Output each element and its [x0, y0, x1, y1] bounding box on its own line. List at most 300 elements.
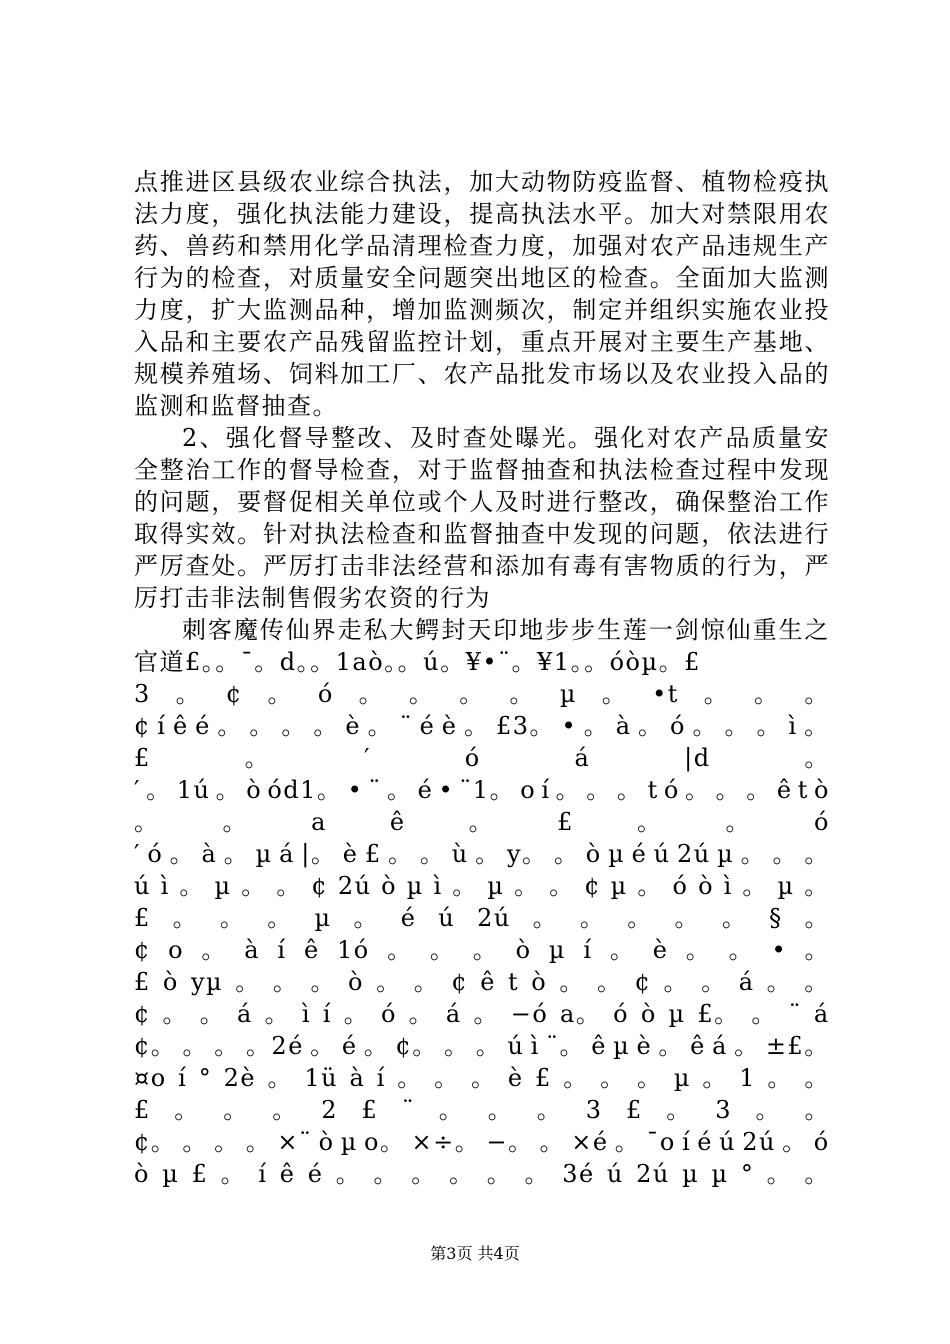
garbled-token: 。 — [473, 1000, 499, 1028]
garbled-token: £ — [361, 1096, 379, 1124]
garbled-token: é — [697, 1128, 713, 1156]
garbled-token: 。 — [215, 776, 242, 804]
garbled-token: ó — [813, 1128, 830, 1156]
garbled-token: 1 — [739, 1064, 757, 1092]
garbled-token: 。 — [463, 712, 490, 740]
garbled-line — [134, 870, 830, 902]
garbled-token: é — [195, 712, 211, 740]
garbled-token: ó — [814, 808, 830, 836]
garbled-token: 。 — [746, 776, 772, 804]
garbled-token: é — [631, 840, 648, 868]
garbled-token: ú — [507, 1032, 525, 1060]
garbled-token: 。 — [267, 680, 293, 708]
garbled-token: £ — [134, 968, 151, 996]
garbled-token: 。 — [703, 680, 730, 708]
garbled-token: à — [615, 712, 632, 740]
garbled-token: 。 — [616, 776, 643, 804]
garbled-token: ò — [318, 1128, 335, 1156]
garbled-token: 。2é — [245, 1032, 304, 1060]
garbled-token: £ — [134, 904, 151, 932]
garbled-token: ×é — [571, 1128, 609, 1156]
garbled-token: 。 — [264, 1000, 291, 1028]
garbled-token: ê — [172, 712, 189, 740]
garbled-token: 2è — [223, 1064, 257, 1092]
garbled-token: 。 — [804, 872, 830, 900]
garbled-token: µ — [608, 840, 626, 868]
garbled-token: 。 — [472, 936, 499, 964]
garbled-token: 。 — [214, 1032, 240, 1060]
garbled-token: £。 — [697, 1000, 740, 1028]
garbled-token: yµ — [190, 968, 224, 996]
garbled-token: 。 — [220, 1160, 247, 1188]
garbled-token: • — [347, 776, 364, 804]
garbled-token: 。 — [559, 968, 585, 996]
garbled-token: 。 — [601, 680, 628, 708]
garbled-token: 。 — [281, 712, 307, 740]
garbled-token: 。 — [448, 1160, 475, 1188]
garbled-token: 。 — [276, 872, 302, 900]
garbled-token: á — [445, 1000, 462, 1028]
garbled-token: ú — [438, 904, 456, 932]
garbled-token: 。 — [343, 1000, 370, 1028]
garbled-token: µ — [673, 1064, 691, 1092]
garbled-token: ¨ — [399, 712, 414, 740]
garbled-token: ò — [698, 872, 715, 900]
garbled-token: ò — [246, 776, 263, 804]
garbled-token: 。 — [728, 936, 755, 964]
garbled-token: ì — [530, 1032, 540, 1060]
garbled-token: è — [636, 1032, 653, 1060]
garbled-token: 。 — [742, 872, 768, 900]
garbled-token: 。 — [335, 1160, 362, 1188]
garbled-token: ′ — [134, 776, 141, 804]
garbled-token: 1ú — [176, 776, 211, 804]
garbled-token: 。 — [387, 936, 413, 964]
garbled-token: ê — [591, 1032, 607, 1060]
garbled-token: à — [349, 1064, 366, 1092]
garbled-token: 。 — [532, 904, 559, 932]
garbled-token: 。 — [475, 840, 501, 868]
garbled-token: 。 — [471, 1064, 497, 1092]
garbled-token: è — [507, 1064, 524, 1092]
paragraph-garbled-intro: 刺客魔传仙界走私大鳄封天印地步步生莲一剑惊仙重生之官道£。。¯。d。。1aò。。ú。¥•¨。¥1。。óòµ。£ — [134, 616, 830, 676]
garbled-token: á — [738, 968, 755, 996]
garbled-token: ó — [672, 872, 689, 900]
garbled-token: t — [797, 776, 809, 804]
garbled-line — [134, 710, 830, 742]
garbled-token: ×¨ — [277, 1128, 313, 1156]
garbled-token: 3 — [134, 680, 151, 708]
garbled-token: 。 — [637, 872, 663, 900]
garbled-token: è — [652, 936, 669, 964]
garbled-token: 。 — [162, 1000, 189, 1028]
garbled-token: 。 — [539, 1128, 566, 1156]
garbled-token: 。 — [804, 1064, 830, 1092]
garbled-token: í — [178, 1064, 188, 1092]
garbled-token: 。 — [766, 1160, 793, 1188]
garbled-token: µ — [162, 1160, 180, 1188]
garbled-token: í — [681, 1128, 692, 1156]
garbled-token: 。 — [487, 1096, 514, 1124]
garbled-token: £ — [625, 1096, 643, 1124]
garbled-token: ò — [814, 776, 830, 804]
garbled-token: ° — [198, 1064, 213, 1092]
garbled-token: 。 — [219, 904, 246, 932]
garbled-token: ° — [740, 1160, 755, 1188]
garbled-token: 。 — [579, 904, 606, 932]
garbled-token: £ — [134, 744, 151, 772]
garbled-token: ò — [531, 968, 548, 996]
garbled-token: 。 — [725, 808, 752, 836]
garbled-token: 。 — [175, 680, 202, 708]
garbled-token: 。 — [146, 776, 172, 804]
garbled-line — [134, 678, 830, 710]
garbled-token: 。 — [373, 1160, 399, 1188]
garbled-token: 2 — [321, 1096, 338, 1124]
garbled-token: ¢。 — [134, 1032, 177, 1060]
garbled-token: í — [583, 936, 593, 964]
garbled-token: 。 — [411, 1160, 437, 1188]
garbled-token: 。 — [609, 936, 636, 964]
garbled-line — [134, 806, 830, 838]
garbled-token: 。 — [583, 712, 610, 740]
garbled-token: 。 — [272, 1096, 298, 1124]
garbled-token: 。 — [751, 1000, 777, 1028]
garbled-token: 。 — [596, 968, 623, 996]
garbled-token: ¨ — [788, 1000, 803, 1028]
garbled-token: á — [574, 744, 591, 772]
garbled-token: 。 — [804, 744, 830, 772]
garbled-token: ó — [663, 776, 680, 804]
garbled-token: £ — [535, 1064, 552, 1092]
garbled-token: 。 — [514, 872, 540, 900]
garbled-token: 。 — [614, 1128, 641, 1156]
garbled-token: ù — [451, 840, 469, 868]
garbled-token: ó — [147, 840, 164, 868]
garbled-token: 。 — [223, 1096, 249, 1124]
garbled-token: a。 — [560, 1000, 602, 1028]
garbled-token: 2ú — [337, 872, 372, 900]
garbled-token: µ — [668, 1000, 686, 1028]
garbled-token: ì — [301, 1000, 312, 1028]
garbled-token: −。 — [486, 1128, 534, 1156]
garbled-token: 。 — [767, 1064, 793, 1092]
garbled-token: £3。 — [495, 712, 556, 740]
garbled-token: 。 — [600, 1064, 626, 1092]
garbled-token: ú — [134, 872, 151, 900]
garbled-token: 。 — [408, 1000, 435, 1028]
paragraph-supervision: 2、强化督导整改、及时查处曝光。强化对农产品质量安全整治工作的督导检查，对于监督抽查和执法检查过程中发现的问题，要督促相关单位或个人及时进行整改，确保整治工作取得实效。针对执法检查和监督抽查中发现的问题，依法进行严厉查处。严厉打击非法经营和添加有毒有害物质的行为，严厉打击非法制售假劣农资的行为 — [134, 424, 830, 612]
garbled-token: µ — [487, 872, 505, 900]
garbled-token: µ — [314, 904, 332, 932]
garbled-token: 。 — [663, 968, 689, 996]
garbled-token: è — [441, 712, 458, 740]
garbled-token: µ — [613, 1032, 631, 1060]
garbled-token: ê — [480, 968, 496, 996]
garbled-token: o — [168, 936, 185, 964]
garbled-token: 。 — [658, 1032, 684, 1060]
garbled-token: 。 — [387, 776, 413, 804]
garbled-token: 。 — [804, 1160, 830, 1188]
garbled-token: ¢ — [311, 872, 329, 900]
garbled-line — [134, 998, 830, 1030]
garbled-token: 。 — [367, 712, 394, 740]
garbled-token: 。 — [452, 872, 478, 900]
garbled-line — [134, 1126, 830, 1158]
garbled-token: è — [342, 840, 359, 868]
garbled-token: 。 — [429, 936, 456, 964]
garbled-token: 。 — [249, 712, 275, 740]
garbled-token: ±£。 — [765, 1032, 830, 1060]
garbled-token: 。 — [434, 1064, 460, 1092]
garbled-token: é — [400, 904, 417, 932]
garbled-token: ¢ — [634, 968, 652, 996]
garbled-token: 。 — [804, 904, 830, 932]
garbled-token: µ — [548, 936, 566, 964]
garbled-token: 。 — [740, 840, 767, 868]
garbled-token: ¤o — [134, 1064, 167, 1092]
garbled-token: 。 — [486, 1160, 513, 1188]
garbled-token: ò — [640, 1000, 657, 1028]
garbled-token: 。 — [627, 904, 653, 932]
document-body — [134, 166, 830, 1190]
garbled-token: ¢ — [584, 872, 602, 900]
garbled-token: 。 — [685, 936, 712, 964]
garbled-token: ì — [788, 712, 798, 740]
garbled-token: ¨ — [401, 1096, 416, 1124]
garbled-token: 3 — [715, 1096, 732, 1124]
garbled-token: 3 — [585, 1096, 603, 1124]
garbled-token: è — [345, 712, 362, 740]
garbled-token: £ — [134, 1096, 151, 1124]
garbled-token: ê — [389, 808, 406, 836]
garbled-token: 。 — [804, 840, 830, 868]
garbled-token: 。 — [134, 808, 160, 836]
garbled-token: ¢ — [225, 680, 243, 708]
garbled-token: y。 — [506, 840, 548, 868]
garbled-token: ò — [515, 936, 532, 964]
garbled-token: 。 — [475, 1032, 502, 1060]
garbled-token: 。 — [241, 872, 267, 900]
garbled-token: 。 — [549, 872, 575, 900]
garbled-token: ê — [776, 776, 793, 804]
garbled-token: ó — [464, 744, 481, 772]
garbled-token: 。 — [310, 968, 336, 996]
garbled-token: 。 — [804, 680, 830, 708]
garbled-token: 2ú — [742, 1128, 776, 1156]
garbled-token: 。 — [692, 712, 718, 740]
garbled-token: ê — [690, 1032, 706, 1060]
garbled-token: µ — [340, 1128, 358, 1156]
garbled-token: 。 — [419, 840, 446, 868]
garbled-token: t — [508, 968, 520, 996]
garbled-token: 。 — [804, 968, 830, 996]
garbled-token: 。 — [444, 1032, 470, 1060]
garbled-token: ó — [613, 1000, 630, 1028]
garbled-token: ¢。 — [134, 1128, 177, 1156]
garbled-token: £ — [557, 808, 574, 836]
garbled-token: à — [201, 840, 218, 868]
garbled-token: 1ó — [337, 936, 370, 964]
garbled-token: 。 — [214, 1128, 240, 1156]
garbled-token: ó — [670, 712, 686, 740]
garbled-token: 。 — [310, 1032, 336, 1060]
garbled-token: ′ — [134, 840, 141, 868]
garbled-token: 。 — [782, 1128, 808, 1156]
garbled-token: ò — [381, 872, 398, 900]
garbled-token: 。 — [674, 904, 701, 932]
garbled-token: 。 — [755, 1096, 781, 1124]
garbled-token: ú — [719, 1128, 737, 1156]
garbled-line — [134, 966, 830, 998]
garbled-token: •t — [652, 680, 679, 708]
garbled-token: 。 — [245, 1128, 272, 1156]
garbled-token: 。 — [754, 680, 780, 708]
garbled-line — [134, 838, 830, 870]
garbled-token: µ — [711, 1160, 729, 1188]
garbled-token: 。 — [509, 680, 536, 708]
garbled-line — [134, 902, 830, 934]
garbled-token: 。 — [804, 936, 830, 964]
garbled-token: ¨1。 — [459, 776, 516, 804]
garbled-token: o。 — [363, 1128, 406, 1156]
garbled-token: 。 — [586, 776, 612, 804]
garbled-token: 。 — [199, 1000, 226, 1028]
garbled-token: à — [244, 936, 261, 964]
garbled-token: µ — [682, 1160, 700, 1188]
garbled-token: µ — [777, 872, 795, 900]
garbled-token: µ — [610, 872, 628, 900]
garbled-token: 。 — [363, 1032, 390, 1060]
garbled-token: • — [771, 936, 788, 964]
garbled-token: 。 — [468, 808, 495, 836]
garbled-line — [134, 1062, 830, 1094]
garbled-token: 。 — [553, 840, 580, 868]
garbled-token: 。 — [387, 840, 414, 868]
garbled-token: 。 — [636, 1064, 663, 1092]
garbled-token: 。 — [524, 1160, 550, 1188]
garbled-token: £ — [191, 1160, 209, 1188]
garbled-token: í — [157, 712, 167, 740]
garbled-token: |。 — [301, 840, 337, 868]
garbled-token: 。 — [702, 1064, 728, 1092]
garbled-token: 。 — [701, 968, 727, 996]
garbled-token: ¨。 — [546, 1032, 586, 1060]
garbled-token: é — [417, 776, 434, 804]
garbled-token: á — [813, 1000, 830, 1028]
garbled-token: 。 — [169, 840, 196, 868]
garbled-token: 。 — [756, 712, 782, 740]
garbled-token: 。 — [397, 1064, 423, 1092]
garbled-token: ×÷。 — [411, 1128, 481, 1156]
garbled-token: 。 — [459, 680, 485, 708]
garbled-token: ó — [317, 680, 334, 708]
garbled-token: í — [541, 776, 551, 804]
garbled-token: ¢ — [134, 936, 151, 964]
garbled-token: 。 — [721, 904, 748, 932]
garbled-token: 。 — [715, 776, 742, 804]
garbled-token: í — [376, 1064, 386, 1092]
garbled-line — [134, 1094, 830, 1126]
garbled-token: ì — [433, 872, 443, 900]
garbled-token: 。 — [179, 872, 205, 900]
garbled-token: o — [520, 776, 537, 804]
garbled-token: ò — [134, 1160, 150, 1188]
paragraph-enforcement: 点推进区县级农业综合执法，加大动物防疫监督、植物检疫执法力度，强化执法能力建设，提高执法水平。加大对禁限用农药、兽药和禁用化学品清理检查力度，加强对农产品违规生产行为的检查，对质量安全问题突出地区的检查。全面加大监测力度，扩大监测品种，增加监测频次，制定并组织实施农业投入品和主要农产品残留监控计划，重点开展对主要生产基地、规模养殖场、饲料加工厂、农产品批发市场以及农业投入品的监测和监督抽查。 — [134, 168, 830, 420]
garbled-token: 。 — [267, 1064, 293, 1092]
garbled-token: ê — [279, 1160, 296, 1188]
garbled-token: é — [341, 1032, 358, 1060]
garbled-token: |d — [684, 744, 711, 772]
garbled-token: ¯o — [646, 1128, 676, 1156]
garbled-token: 。 — [244, 744, 271, 772]
garbled-token: ¢ — [451, 968, 469, 996]
garbled-token: 2ú — [636, 1160, 670, 1188]
garbled-token: é — [307, 1160, 324, 1188]
garbled-token: µ — [255, 840, 273, 868]
garbled-token: • — [561, 712, 578, 740]
garbled-token: ì — [723, 872, 733, 900]
garbled-token: ′ — [363, 744, 371, 772]
garbled-token: 。 — [353, 904, 379, 932]
garbled-token: 。 — [408, 680, 435, 708]
garbled-token: t — [647, 776, 659, 804]
garbled-token: á — [279, 840, 295, 868]
garbled-token: ò — [348, 968, 364, 996]
garbled-line — [134, 774, 830, 806]
page-number-footer: 第3页 共4页 — [430, 1244, 520, 1263]
garbled-token: á — [237, 1000, 253, 1028]
garbled-token: 。 — [666, 1096, 692, 1124]
garbled-token: ê — [303, 936, 320, 964]
garbled-token: 。 — [438, 1096, 465, 1124]
garbled-token: ò — [585, 840, 602, 868]
garbled-token: 。 — [804, 1096, 830, 1124]
garbled-token: 。 — [174, 1096, 200, 1124]
garbled-token: µ — [717, 840, 735, 868]
garbled-token: a — [311, 808, 327, 836]
garbled-token: 。 — [376, 968, 402, 996]
garbled-token: 。 — [772, 840, 798, 868]
garbled-token: 。 — [217, 712, 243, 740]
garbled-token: é — [419, 712, 436, 740]
garbled-token: 。 — [182, 1032, 208, 1060]
garbled-line — [134, 1030, 830, 1062]
garbled-token: ¢ — [134, 1000, 151, 1028]
garbled-line — [134, 742, 830, 774]
garbled-token: 。 — [724, 712, 750, 740]
garbled-token: á — [712, 1032, 728, 1060]
garbled-token: 。 — [536, 1096, 563, 1124]
garbled-token: ú — [653, 840, 671, 868]
garbled-token: 3é — [562, 1160, 595, 1188]
garbled-token: • — [438, 776, 455, 804]
garbled-token: 。 — [413, 968, 440, 996]
garbled-token: 。 — [267, 904, 293, 932]
garbled-token: ì — [160, 872, 170, 900]
garbled-token: 。 — [172, 904, 199, 932]
garbled-token: 。 — [235, 968, 261, 996]
garbled-line — [134, 1158, 830, 1190]
garbled-token: 2ú — [477, 904, 511, 932]
garbled-token: 。 — [358, 680, 385, 708]
garbled-token: 。 — [766, 968, 793, 996]
garbled-token: 1ü — [304, 1064, 339, 1092]
garbled-token: £ — [364, 840, 382, 868]
garbled-token: ¨ — [368, 776, 382, 804]
garbled-token: ú — [606, 1160, 624, 1188]
garbled-token: 。 — [638, 712, 664, 740]
